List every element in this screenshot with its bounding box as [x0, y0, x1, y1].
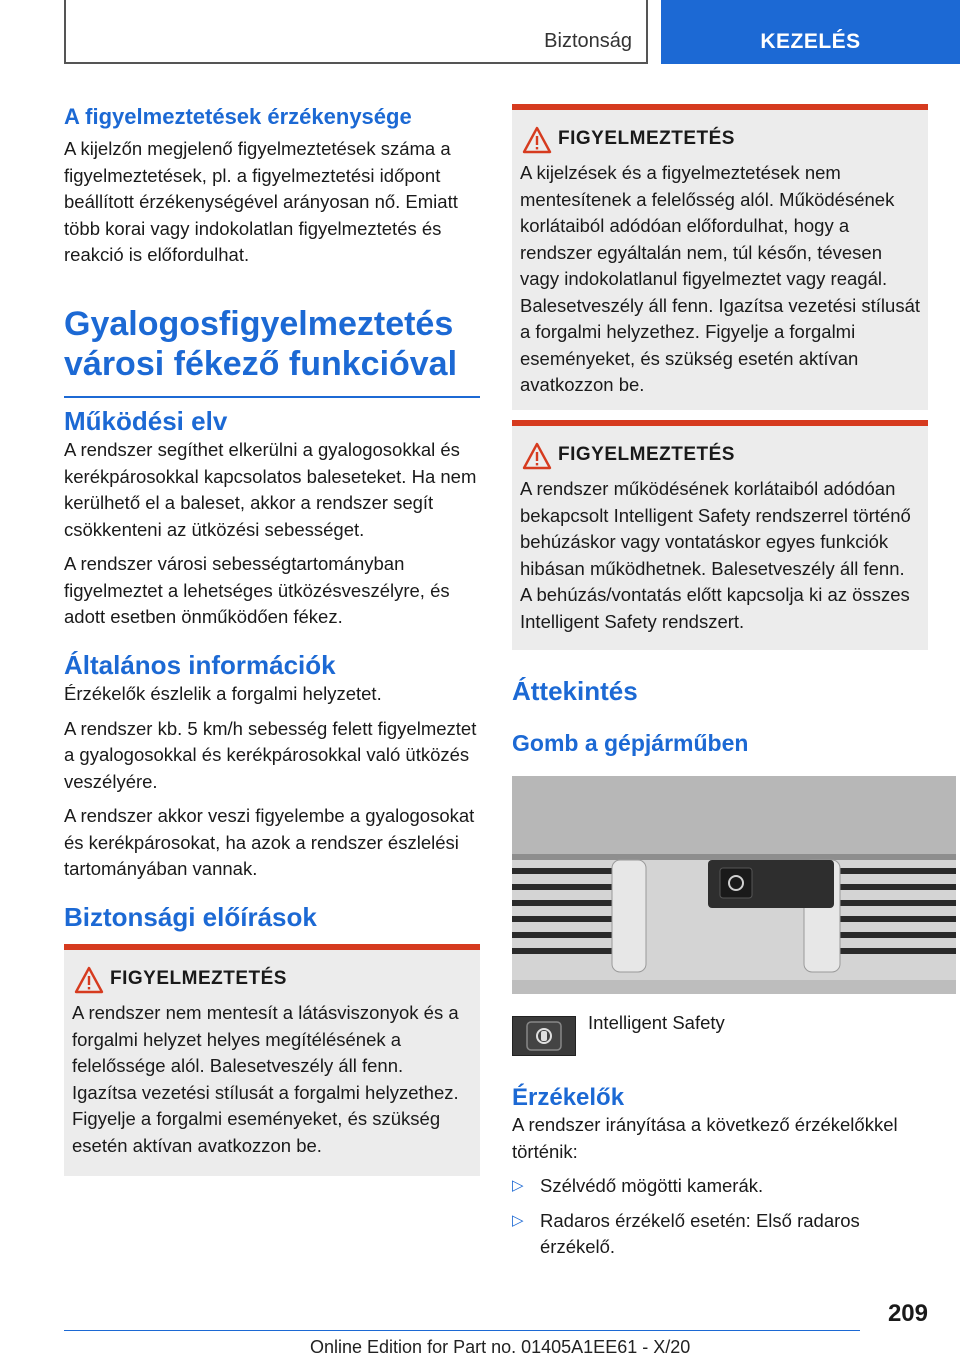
- warning-title-2: FIGYELMEZTETÉS: [558, 128, 735, 149]
- heading-general: Általános információk: [64, 650, 336, 680]
- list-item: ▷ Radaros érzékelő esetén: Első radaros érzékelő.: [512, 1209, 860, 1257]
- header-frame: [64, 0, 648, 64]
- warning-box-2: [512, 104, 928, 410]
- paragraph-sensitivity: A kijelzőn megjelenő figyelmeztetések száma a figyelmeztetések, pl. a figyelmeztetési időpont beállított érzékenységével arányosan nő. Emiatt több korai vagy indokolatlan figyelmeztetés és reakció is előfordulhat.: [64, 138, 458, 265]
- warning-text-3: A rendszer működésének korlátaiból adódóan bekapcsolt Intelligent Safety rendszerrel történő behúzáskor vagy vontatáskor egyes funkciók hibásan működhetnek. Balesetveszély áll fenn. A behúzás/vontatás előtt kapcsolja ki az összes Intelligent Safety rendszert.: [520, 478, 911, 632]
- heading-sensitivity: A figyelmeztetések érzékenysége: [64, 104, 412, 129]
- list-item: ▷ Szélvédő mögötti kamerák.: [512, 1173, 928, 1200]
- page-title-line1: Gyalogosfigyelmeztetés: [64, 305, 454, 343]
- warning-triangle-icon: [74, 966, 104, 994]
- warning-box-3: [512, 420, 928, 650]
- paragraph-general-2: A rendszer kb. 5 km/h sebesség felett figyelmeztet a gyalogosokkal és kerékpárosokkal való ütközés veszélyére.: [64, 717, 477, 792]
- page-number: 209: [887, 1300, 928, 1327]
- footer-edition-text: Online Edition for Part no. 01405A1EE61 - X/20: [310, 1337, 691, 1357]
- heading-sensors: Érzékelők: [512, 1084, 625, 1111]
- header-section-title: Biztonság: [544, 30, 632, 52]
- warning-text-1: A rendszer nem mentesít a látásviszonyok és a forgalmi helyzet helyes megítélésének a felelőssége alól. Balesetveszély áll fenn. Igazítsa vezetési stílusát a forgalmi helyzethez. Figyelje a forgalmi eseményeket, és szükség esetén aktívan avatkozzon be.: [72, 1002, 459, 1156]
- paragraph-principle-1: A rendszer segíthet elkerülni a gyalogosokkal és kerékpárosokkal kapcsolatos baleseteket. Ha nem kerülhető el a baleset, akkor a rendszer segít csökkenteni az ütközési sebességet.: [64, 439, 477, 540]
- title-rule: [64, 396, 480, 398]
- paragraph-sensors: A rendszer irányítása a következő érzékelőkkel történik:: [512, 1114, 898, 1162]
- paragraph-general-1: Érzékelők észlelik a forgalmi helyzetet.: [64, 683, 382, 704]
- dashboard-photo-illustration: [512, 776, 956, 994]
- warning-title-3: FIGYELMEZTETÉS: [558, 444, 735, 465]
- heading-button: Gomb a gépjárműben: [512, 730, 749, 756]
- heading-safety: Biztonsági előírások: [64, 902, 317, 932]
- button-photo: [512, 776, 956, 994]
- footer-rule: [64, 1330, 860, 1331]
- heading-principle: Működési elv: [64, 406, 228, 436]
- paragraph-principle-2: A rendszer városi sebességtartományban figyelmeztet a lehetséges ütközésveszélyre, és adott esetben önműködően fékez.: [64, 553, 450, 627]
- warning-text-2: A kijelzések és a figyelmeztetések nem mentesítenek a felelősség alól. Működésének korlátaiból adódóan előfordulhat, hogy a rendszer egyáltalán nem, túl későn, tévesen vagy indokolatlanul figyelmeztet vagy reagál. Balesetveszély áll fenn. Igazítsa vezetési stílusát a forgalmi helyzethez. Figyelje a forgalmi eseményeket, és szükség esetén aktívan avatkozzon be.: [520, 162, 921, 395]
- warning-title-1: FIGYELMEZTETÉS: [110, 968, 287, 989]
- bullet-triangle-icon: ▷: [512, 1211, 524, 1229]
- intelligent-safety-button-icon: [512, 1016, 576, 1056]
- warning-triangle-icon: [522, 126, 552, 154]
- button-label: Intelligent Safety: [588, 1012, 725, 1033]
- header-chapter-tab[interactable]: KEZELÉS: [661, 0, 960, 64]
- warning-box-1: [64, 944, 480, 1176]
- page-title-line2: városi fékező funkcióval: [64, 345, 458, 383]
- warning-triangle-icon: [522, 442, 552, 470]
- paragraph-general-3: A rendszer akkor veszi figyelembe a gyalogosokat és kerékpárosokat, ha azok a rendszer észlelési tartományában vannak.: [64, 805, 475, 879]
- heading-overview: Áttekintés: [512, 676, 638, 706]
- bullet-triangle-icon: ▷: [512, 1177, 524, 1194]
